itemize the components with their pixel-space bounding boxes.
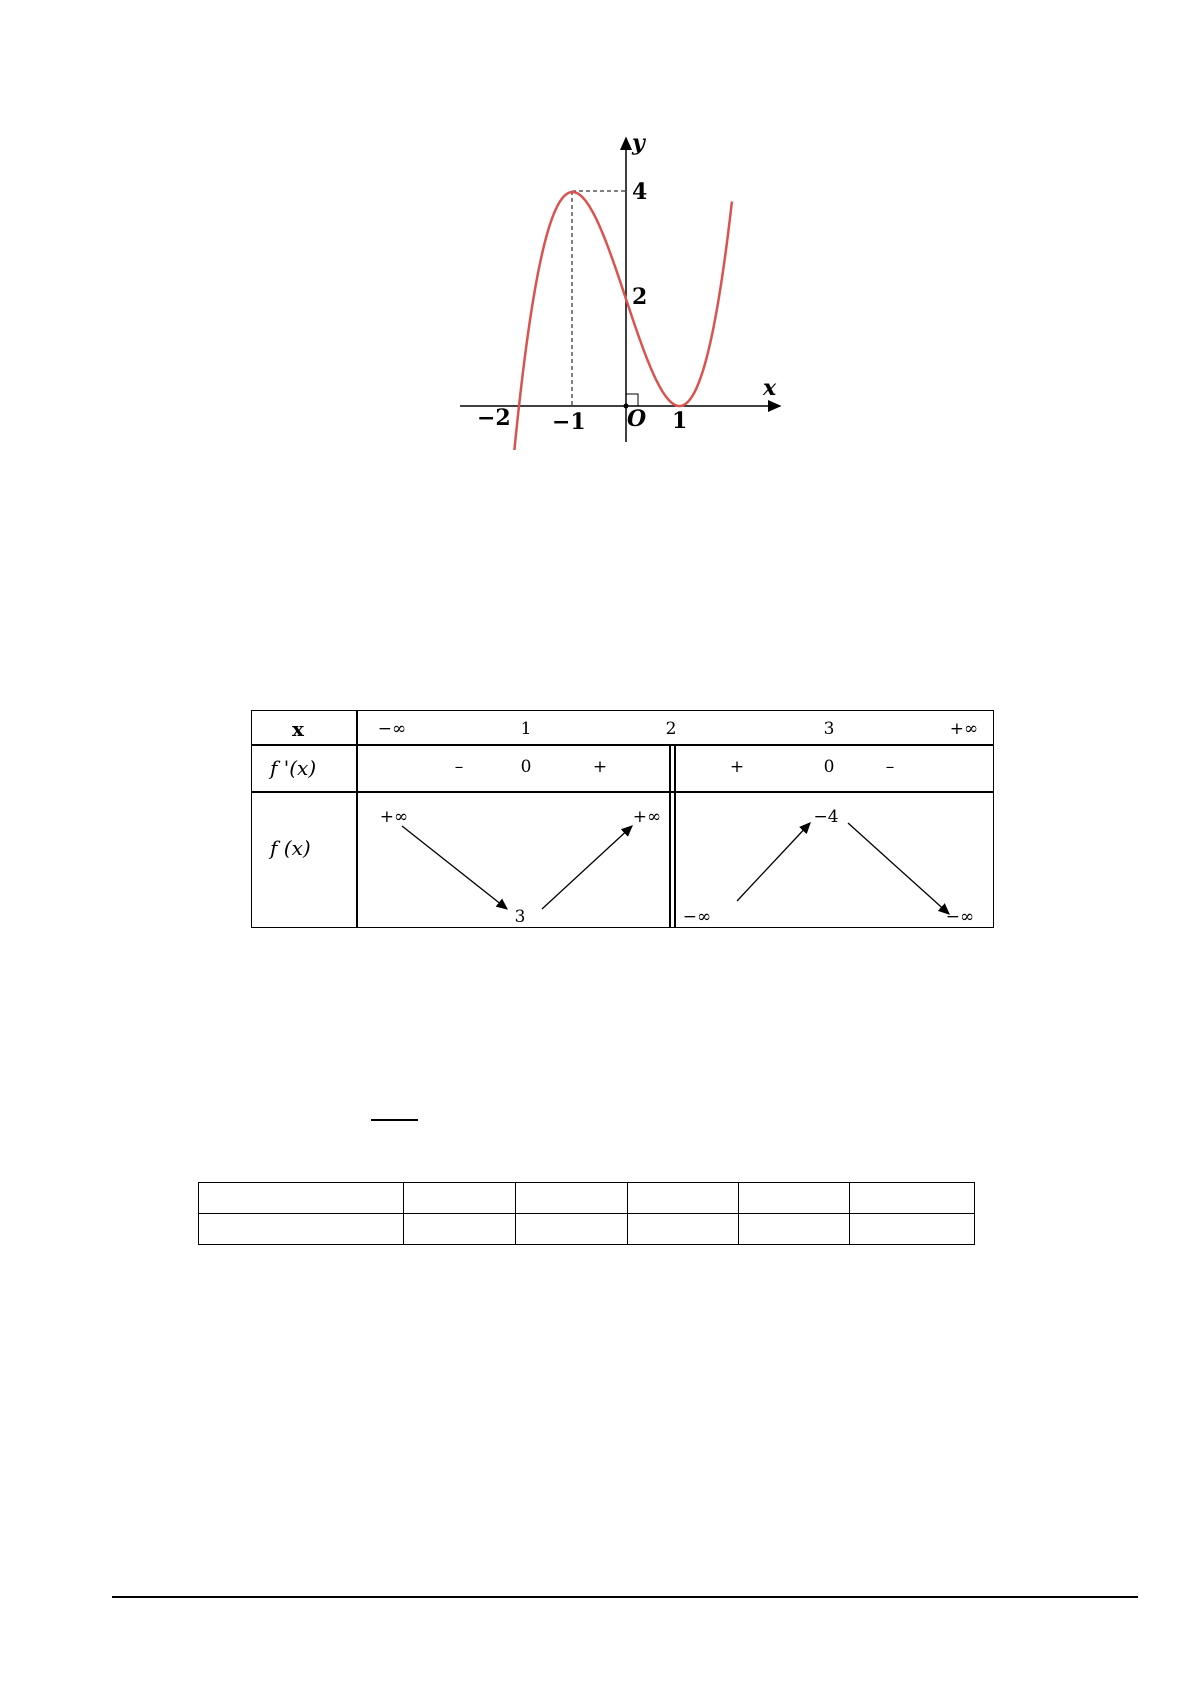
table-cell (516, 1183, 628, 1214)
x-value: +∞ (949, 719, 979, 739)
x-axis-label: x (763, 375, 777, 401)
function-graph (455, 120, 785, 450)
increase-arrow (542, 826, 632, 909)
function-value: −∞ (682, 907, 712, 927)
footer-rule (112, 1596, 1138, 1598)
table-cell (628, 1214, 739, 1245)
derivative-sign: 0 (520, 757, 532, 777)
decrease-arrow (402, 826, 507, 909)
x-value: 2 (665, 719, 677, 739)
x-value: −∞ (377, 719, 407, 739)
x-tick-minus-1: −1 (552, 409, 586, 435)
table-cell (850, 1183, 975, 1214)
table-cell (404, 1214, 516, 1245)
function-value: −∞ (945, 907, 975, 927)
table-cell (199, 1183, 404, 1214)
underline-mark (371, 1119, 418, 1121)
x-value: 1 (520, 719, 532, 739)
function-value: +∞ (379, 807, 409, 827)
x-tick-1: 1 (672, 408, 688, 434)
derivative-sign: + (729, 757, 745, 777)
function-value: 3 (514, 907, 526, 927)
y-tick-4: 4 (632, 179, 648, 205)
table-row (199, 1183, 975, 1214)
table-cell (516, 1214, 628, 1245)
right-angle-mark (626, 394, 638, 406)
answer-table (198, 1182, 975, 1245)
table-cell (628, 1183, 739, 1214)
derivative-sign: – (885, 757, 895, 777)
y-axis-label: y (632, 130, 645, 156)
function-curve (514, 192, 732, 450)
x-tick-minus-2: −2 (477, 405, 511, 431)
row-label-derivative: f '(x) (270, 756, 317, 780)
row-label-function: f (x) (270, 836, 311, 860)
table-cell (199, 1214, 404, 1245)
table-cell (404, 1183, 516, 1214)
function-value: −4 (813, 807, 839, 827)
derivative-sign: 0 (823, 757, 835, 777)
table-row (199, 1214, 975, 1245)
decrease-arrow (848, 823, 949, 914)
increase-arrow (737, 823, 810, 901)
table-cell (850, 1214, 975, 1245)
variation-arrows (252, 711, 993, 927)
table-cell (739, 1183, 850, 1214)
function-value: +∞ (632, 807, 662, 827)
x-value: 3 (823, 719, 835, 739)
derivative-sign: – (454, 757, 464, 777)
row-label-x: x (292, 717, 304, 741)
y-tick-2: 2 (632, 284, 648, 310)
table-cell (739, 1214, 850, 1245)
origin-label: O (627, 406, 647, 432)
variation-table (251, 710, 994, 928)
derivative-sign: + (592, 757, 608, 777)
